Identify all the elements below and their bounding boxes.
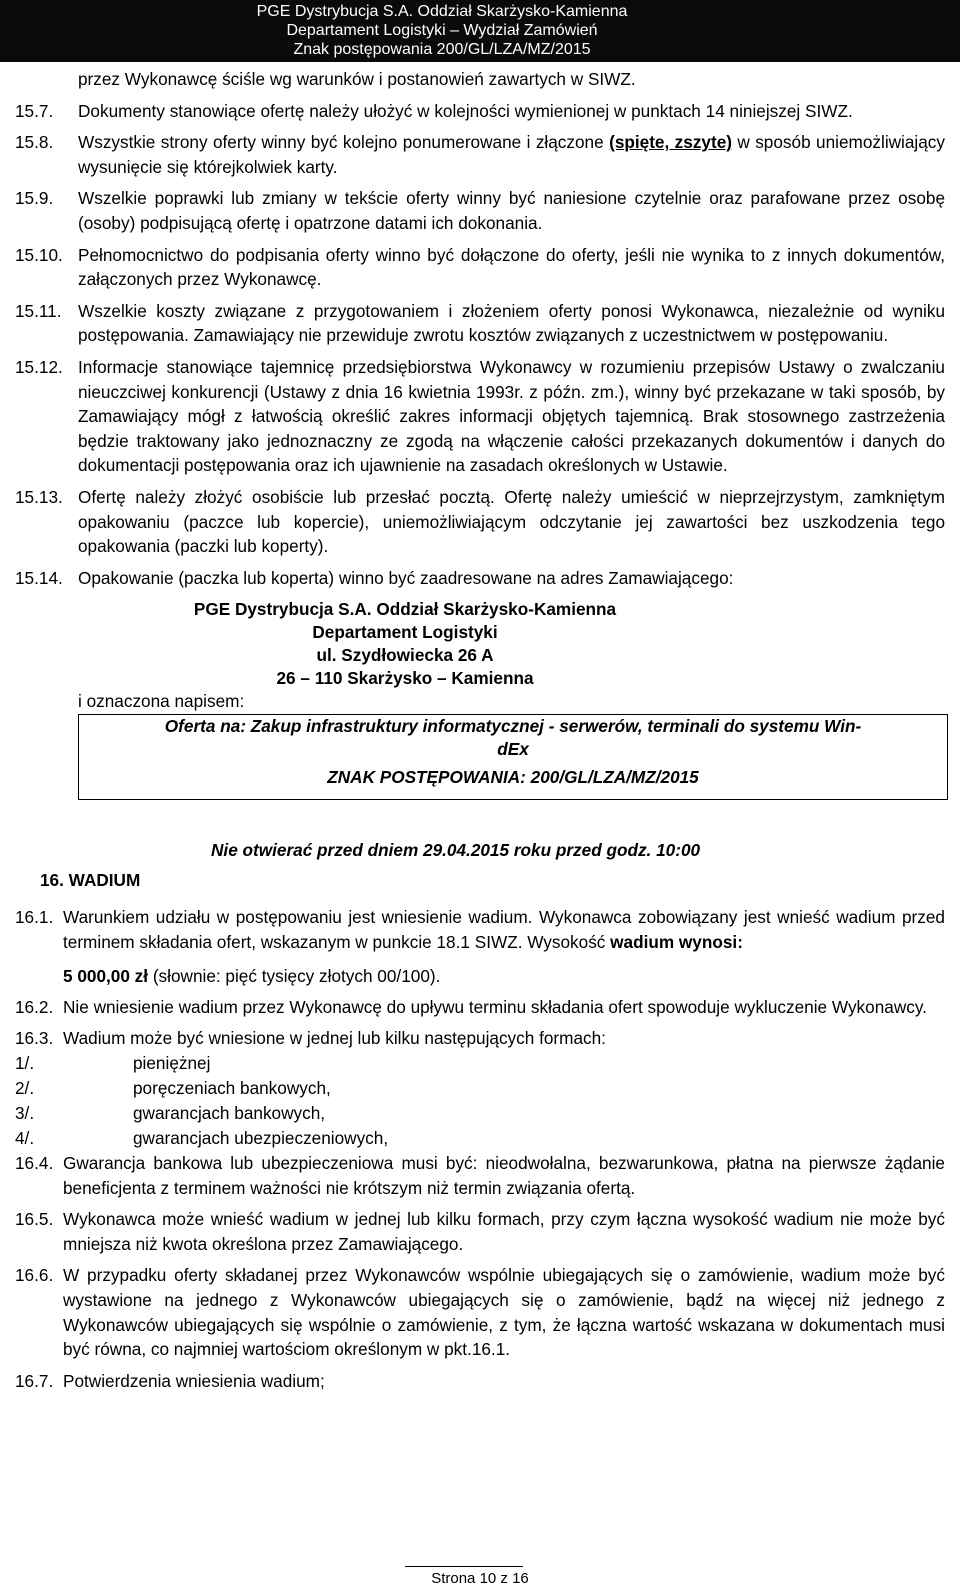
item-15-7	[15, 99, 945, 124]
item-16-7	[15, 1369, 945, 1394]
item-15-11	[15, 299, 945, 348]
item-text-emphasis: wadium wynosi:	[610, 931, 743, 952]
section-title: 16. WADIUM	[40, 870, 141, 891]
page-number: Strona 10 z 16	[431, 1570, 529, 1587]
item-text-end: w sposób uniemożliwiający wysunięcie się którejkolwiek karty.	[78, 132, 945, 177]
header-company: PGE Dystrybucja S.A. Oddział Skarżysko-Kamienna	[256, 3, 628, 20]
item-number: 15.7.	[15, 100, 54, 121]
item-number: 15.13.	[15, 486, 63, 507]
item-number: 16.3.	[15, 1028, 54, 1049]
item-15-14	[15, 566, 945, 591]
item-15-8	[15, 130, 945, 179]
form-option	[15, 1101, 945, 1126]
item-number: 16.7.	[15, 1370, 54, 1391]
item-text: W przypadku oferty składanej przez Wykonawców wspólnie ubiegających się o zamówienie, wadium może być wystawione na jednego z Wykonawców ubiegających się o zamówienie, bądź na więcej niż jednego z Wykonawców ubiegających się wspólnie o zamówienie, z tym, że łączna wartość wskazana w dokumentach musi być równa, co najmniej wartościom określonym w pkt.16.1.	[63, 1265, 945, 1360]
page-header	[0, 0, 960, 62]
item-number: 15.10.	[15, 244, 63, 265]
item-number: 16.2.	[15, 996, 54, 1017]
item-15-12	[15, 355, 945, 478]
item-text: Gwarancja bankowa lub ubezpieczeniowa musi być: nieodwołalna, bezwarunkowa, płatna na pierwsze żądanie beneficjenta z terminem ważności nie krótszym niż termin związania ofertą.	[63, 1153, 945, 1198]
item-text: Warunkiem udziału w postępowaniu jest wniesienie wadium. Wykonawca zobowiązany jest wnieść wadium przed terminem składania ofert, wskazanym w punkcie 18.1 SIWZ. Wysokość	[63, 907, 945, 952]
form-number: 4/.	[15, 1128, 35, 1149]
form-number: 1/.	[15, 1053, 35, 1074]
item-number: 15.14.	[15, 567, 63, 588]
form-option	[15, 1126, 945, 1151]
item-15-9	[15, 186, 945, 235]
address-company: PGE Dystrybucja S.A. Oddział Skarżysko-Kamienna	[193, 599, 617, 620]
item-number: 16.6.	[15, 1265, 54, 1286]
item-15-13	[15, 485, 945, 559]
address-city: 26 – 110 Skarżysko – Kamienna	[276, 668, 534, 689]
item-text: Pełnomocnictwo do podpisania oferty winno być dołączone do oferty, jeśli nie wynika to z innych dokumentów, załączonych przez Wykonawcę.	[78, 244, 945, 290]
label-text: i oznaczona napisem:	[78, 691, 245, 712]
document-body	[15, 67, 945, 1400]
item-number: 16.1.	[15, 907, 54, 928]
item-number: 15.11.	[15, 300, 62, 321]
amount-words: (słownie: pięć tysięcy złotych 00/100).	[148, 966, 441, 987]
item-text: Wszelkie koszty związane z przygotowaniem i złożeniem oferty ponosi Wykonawca, niezależnie od wyniku postępowania. Zamawiający nie przewiduje zwrotu kosztów związanych z uczestnictwem w postępowaniu.	[78, 300, 945, 346]
address-department: Departament Logistyki	[312, 622, 498, 643]
item-text: Wszystkie strony oferty winny być kolejno ponumerowane i złączone	[78, 132, 610, 153]
item-16-6	[15, 1263, 945, 1361]
item-text-emphasis: (spięte, zszyte)	[609, 132, 732, 153]
form-number: 2/.	[15, 1078, 35, 1099]
form-text: pieniężnej	[133, 1053, 211, 1074]
item-text: Informacje stanowiące tajemnicę przedsiębiorstwa Wykonawcy w rozumieniu przepisów Ustawy o zwalczaniu nieuczciwej konkurencji (Ustawy z dnia 16 kwietnia 1993r. z późn. zm.), winny być przekazane w taki sposób, by Zamawiający mógł z łatwością określić zakres informacji objętych tajemnicą. Brak stosownego zastrzeżenia będzie traktowany jako jednoznaczny ze zgodą na włączenie całości przekazanych dokumentów i danych do dokumentacji postępowania oraz ich ujawnienie na zasadach określonych w Ustawie.	[78, 356, 945, 476]
address-street: ul. Szydłowiecka 26 A	[316, 645, 494, 666]
case-number: ZNAK POSTĘPOWANIA: 200/GL/LZA/MZ/2015	[327, 766, 699, 787]
form-option	[15, 1051, 945, 1076]
item-text: Ofertę należy złożyć osobiście lub przesłać pocztą. Ofertę należy umieścić w nieprzejrzystym, zamkniętym opakowaniu (paczce lub kopercie), uniemożliwiającym odczytanie jej zawartości bez uszkodzenia tego opakowania (paczki lub koperty).	[78, 486, 945, 557]
address-block	[15, 597, 795, 689]
header-department: Departament Logistyki – Wydział Zamówień	[286, 22, 598, 39]
item-text: Nie wniesienie wadium przez Wykonawcę do upływu terminu składania ofert spowoduje wykluczenie Wykonawcy.	[63, 996, 927, 1017]
item-text: Dokumenty stanowiące ofertę należy ułożyć w kolejności wymienionej w punktach 14 niniejszej SIWZ.	[78, 100, 853, 121]
wadium-amount	[15, 964, 945, 989]
offer-title-cont: dEx	[497, 738, 529, 759]
form-number: 3/.	[15, 1103, 35, 1124]
item-16-3	[15, 1026, 945, 1051]
item-number: 16.5.	[15, 1209, 54, 1230]
item-number: 15.8.	[15, 132, 54, 153]
item-number: 15.12.	[15, 356, 63, 377]
item-number: 15.9.	[15, 188, 54, 209]
form-text: poręczeniach bankowych,	[133, 1078, 331, 1099]
offer-label-box	[78, 714, 948, 800]
item-text: Potwierdzenia wniesienia wadium;	[63, 1370, 325, 1391]
item-16-2	[15, 995, 945, 1020]
item-text: Wadium może być wniesione w jednej lub kilku następujących formach:	[63, 1028, 606, 1049]
amount-value: 5 000,00 zł	[63, 966, 149, 987]
intro-text: przez Wykonawcę ściśle wg warunków i postanowień zawartych w SIWZ.	[78, 69, 636, 89]
item-16-1	[15, 905, 945, 954]
item-16-4	[15, 1151, 945, 1200]
form-text: gwarancjach ubezpieczeniowych,	[133, 1128, 389, 1149]
item-15-10	[15, 243, 945, 292]
item-16-5	[15, 1207, 945, 1256]
do-not-open-note: Nie otwierać przed dniem 29.04.2015 roku przed godz. 10:00	[211, 839, 701, 860]
item-text: Wykonawca może wnieść wadium w jednej lub kilku formach, przy czym łączna wysokość wadium nie może być mniejsza niż kwota określona przez Zamawiającego.	[63, 1209, 945, 1254]
form-option	[15, 1076, 945, 1101]
item-number: 16.4.	[15, 1153, 54, 1174]
form-text: gwarancjach bankowych,	[133, 1103, 326, 1124]
offer-title: Oferta na: Zakup infrastruktury informatycznej - serwerów, terminali do systemu Win-	[164, 715, 862, 736]
item-text: Opakowanie (paczka lub koperta) winno być zaadresowane na adres Zamawiającego:	[78, 567, 734, 588]
item-text: Wszelkie poprawki lub zmiany w tekście oferty winny być naniesione czytelnie oraz parafowane przez osobę (osoby) podpisującą ofertę i opatrzone datami ich dokonania.	[78, 188, 945, 233]
header-case-number: Znak postępowania 200/GL/LZA/MZ/2015	[293, 41, 591, 58]
